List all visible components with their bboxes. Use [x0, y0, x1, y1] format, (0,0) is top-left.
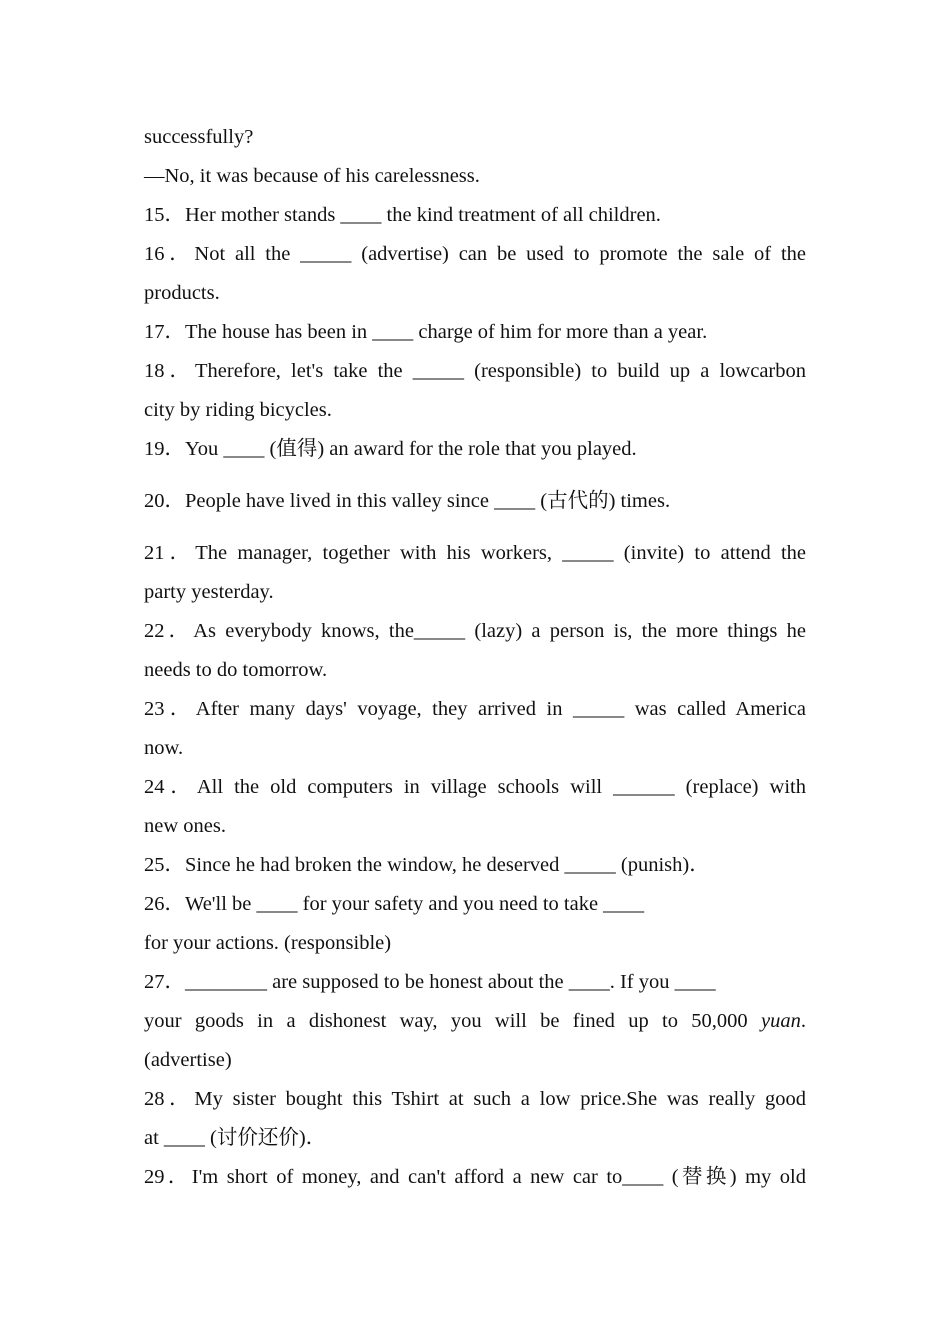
text-segment-italic: yuan — [761, 1010, 801, 1032]
question-21: 21．The manager, together with his workers, _____ (invite) to attend the — [144, 542, 806, 564]
question-25: 25．Since he had broken the window, he deserved _____ (punish)． — [144, 854, 710, 876]
text-line: (advertise) — [144, 1049, 232, 1071]
text-line: products. — [144, 282, 220, 304]
text-line: —No, it was because of his carelessness. — [144, 165, 480, 187]
text-line: party yesterday. — [144, 581, 274, 603]
text-line — [144, 1002, 806, 1041]
question-18: 18．Therefore, let's take the _____ (responsible) to build up a lowcarbon — [144, 360, 806, 382]
question-19: 19．You ____ (值得) an award for the role that you played. — [144, 438, 637, 460]
text-line: for your actions. (responsible) — [144, 932, 392, 954]
text-line: city by riding bicycles. — [144, 399, 332, 421]
question-24: 24．All the old computers in village schools will ______ (replace) with — [144, 776, 806, 798]
text-line: needs to do tomorrow. — [144, 659, 328, 681]
text-line: successfully? — [144, 126, 254, 148]
question-28: 28．My sister bought this Tshirt at such a low price.She was really good — [144, 1088, 806, 1110]
text-line: new ones. — [144, 815, 226, 837]
question-20: 20．People have lived in this valley since ____ (古代的) times. — [144, 490, 671, 512]
question-26: 26．We'll be ____ for your safety and you need to take ____ — [144, 893, 645, 915]
question-27: 27．________ are supposed to be honest about the ____. If you ____ — [144, 971, 716, 993]
text-segment: your goods in a dishonest way, you will be fined up to 50,000 — [144, 1010, 762, 1032]
text-line: at ____ (讨价还价)． — [144, 1127, 327, 1149]
exercise-text — [144, 118, 806, 1197]
question-22: 22．As everybody knows, the_____ (lazy) a person is, the more things he — [144, 620, 806, 642]
question-16: 16．Not all the _____ (advertise) can be used to promote the sale of the — [144, 243, 806, 265]
text-line: now. — [144, 737, 184, 759]
question-23: 23．After many days' voyage, they arrived in _____ was called America — [144, 698, 806, 720]
text-segment: . — [800, 1010, 806, 1032]
question-15: 15．Her mother stands ____ the kind treatment of all children. — [144, 204, 661, 226]
question-29: 29．I'm short of money, and can't afford a new car to____ (替换) my old — [144, 1166, 806, 1188]
question-17: 17．The house has been in ____ charge of him for more than a year. — [144, 321, 708, 343]
